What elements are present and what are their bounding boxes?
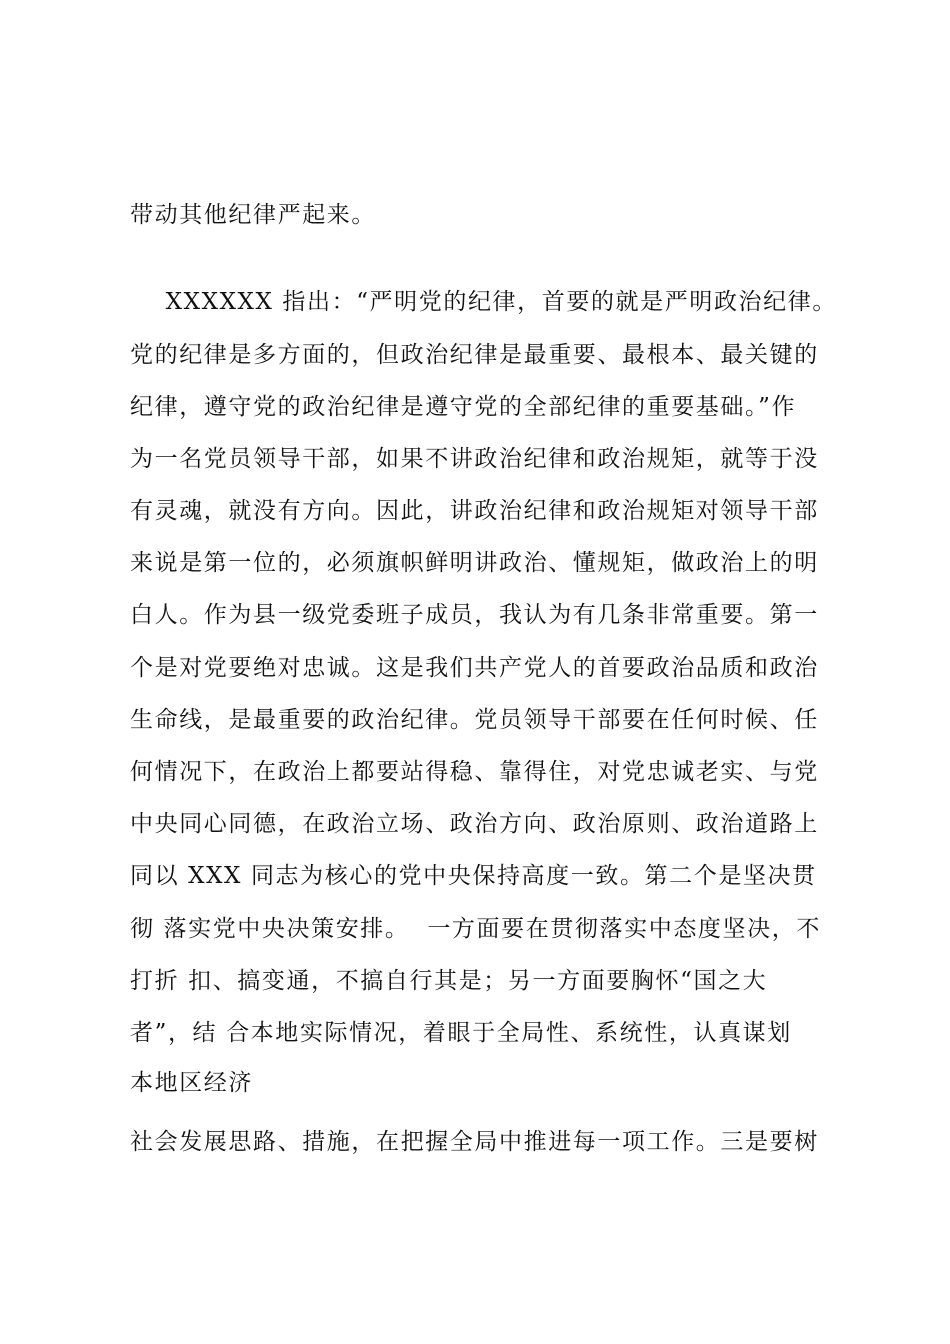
text-line: 个是对党要绝对忠诚。这是我们共产党人的首要政治品质和政治 <box>130 655 819 681</box>
text-line: 白人。作为县一级党委班子成员，我认为有几条非常重要。第一 <box>130 602 819 628</box>
text-line: 来说是第一位的，必须旗帜鲜明讲政治、懂规矩，做政治上的明 <box>130 550 819 576</box>
text-line: 带动其他纪律严起来。 <box>130 202 376 228</box>
text-line: 生命线，是最重要的政治纪律。党员领导干部要在任何时候、任 <box>130 707 819 733</box>
text-line: 彻 落实党中央决策安排。 一方面要在贯彻落实中态度坚决，不 <box>130 916 821 942</box>
text-line: 者”，结 合本地实际情况，着眼于全局性、系统性，认真谋划 <box>130 1020 792 1046</box>
text-line: 纪律，遵守党的政治纪律是遵守党的全部纪律的重要基础。”作 <box>130 394 797 420</box>
text-line: XXXXXX 指出：“严明党的纪律，首要的就是严明政治纪律。 <box>130 289 837 315</box>
text-line: 打折 扣、搞变通，不搞自行其是；另一方面要胸怀“国之大 <box>130 968 768 994</box>
text-line: 党的纪律是多方面的，但政治纪律是最重要、最根本、最关键的 <box>130 342 819 368</box>
text-line: 为一名党员领导干部，如果不讲政治纪律和政治规矩，就等于没 <box>130 446 819 472</box>
text-line: 本地区经济 <box>130 1070 253 1096</box>
text-line: 有灵魂，就没有方向。因此，讲政治纪律和政治规矩对领导干部 <box>130 498 819 524</box>
text-line: 同以 XXX 同志为核心的党中央保持高度一致。第二个是坚决贯 <box>130 863 817 889</box>
text-line: 社会发展思路、措施，在把握全局中推进每一项工作。三是要树 <box>130 1129 819 1155</box>
text-line: 中央同心同德，在政治立场、政治方向、政治原则、政治道路上 <box>130 811 819 837</box>
text-line: 何情况下，在政治上都要站得稳、靠得住，对党忠诚老实、与党 <box>130 759 819 785</box>
